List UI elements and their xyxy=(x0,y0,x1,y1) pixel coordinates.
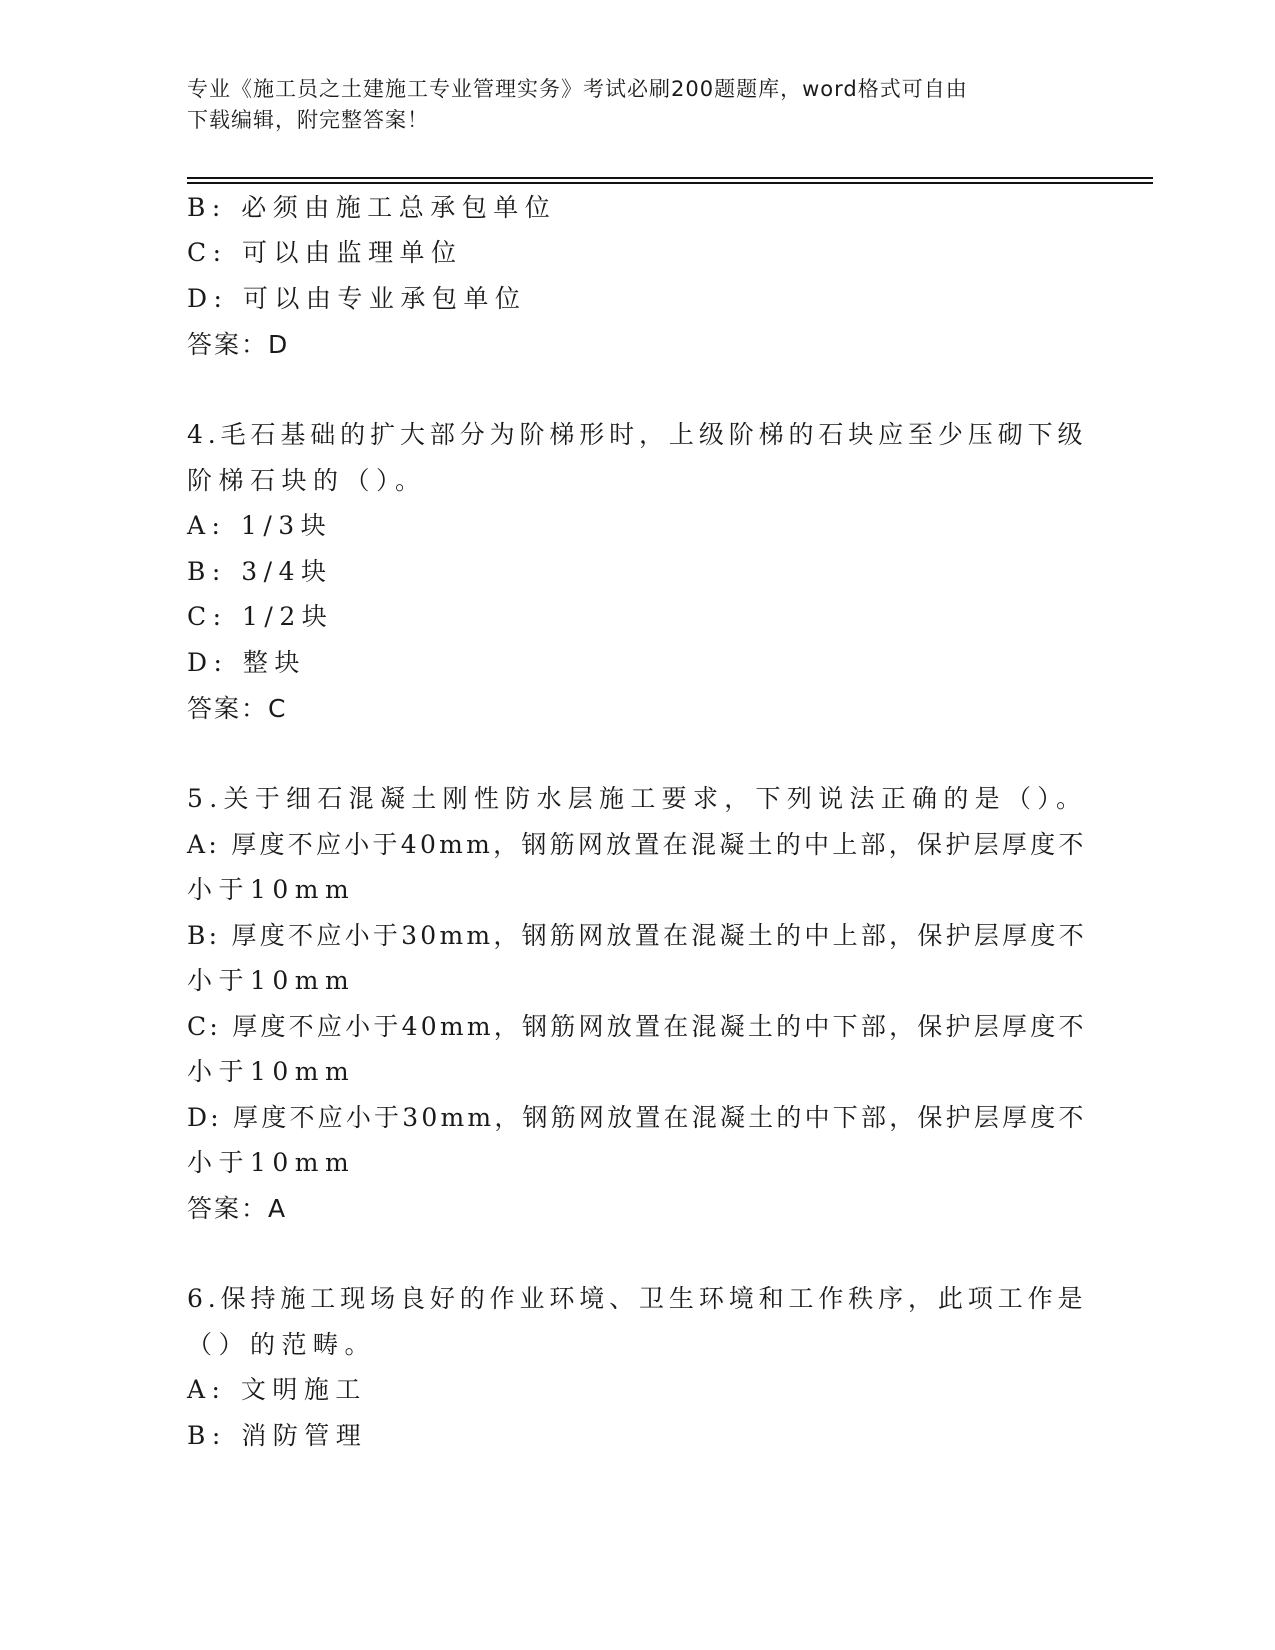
q6-stem-line-2: （）的范畴。 xyxy=(187,1330,377,1359)
q4-option-c: C: 1/2块 xyxy=(187,602,334,631)
header-title-line-2: 下载编辑，附完整答案！ xyxy=(187,108,429,132)
header-title-line-1: 专业《施工员之土建施工专业管理实务》考试必刷200题题库，word格式可自由 xyxy=(187,77,968,101)
q6-option-a: A: 文明施工 xyxy=(187,1375,367,1404)
q4-stem-line-2: 阶梯石块的（）。 xyxy=(187,466,427,495)
q3-option-b: B: 必须由施工总承包单位 xyxy=(187,193,557,222)
q5-option-a-line-1: A: 厚度不应小于40mm，钢筋网放置在混凝土的中上部，保护层厚度不 xyxy=(187,830,1087,859)
q5-option-b-line-1: B: 厚度不应小于30mm，钢筋网放置在混凝土的中上部，保护层厚度不 xyxy=(187,921,1087,950)
q3-option-d: D: 可以由专业承包单位 xyxy=(187,284,527,313)
q4-option-d: D: 整块 xyxy=(187,648,306,677)
q5-option-d-line-1: D: 厚度不应小于30mm，钢筋网放置在混凝土的中下部，保护层厚度不 xyxy=(187,1103,1087,1132)
q5-stem: 5.关于细石混凝土刚性防水层施工要求，下列说法正确的是（）。 xyxy=(187,784,1088,813)
q4-option-b: B: 3/4块 xyxy=(187,557,333,586)
q6-stem-line-1: 6.保持施工现场良好的作业环境、卫生环境和工作秩序，此项工作是 xyxy=(187,1284,1088,1313)
q6-option-b: B: 消防管理 xyxy=(187,1421,368,1450)
q5-option-c-line-1: C: 厚度不应小于40mm，钢筋网放置在混凝土的中下部，保护层厚度不 xyxy=(187,1012,1087,1041)
document-header xyxy=(187,74,1067,136)
q5-option-b-line-2: 小于10mm xyxy=(187,966,356,995)
q5-option-d-line-2: 小于10mm xyxy=(187,1148,356,1177)
header-divider-top xyxy=(187,177,1153,179)
header-divider-bottom xyxy=(187,182,1153,184)
q3-answer: 答案：D xyxy=(187,330,290,359)
q4-option-a: A: 1/3块 xyxy=(187,511,333,540)
q5-option-c-line-2: 小于10mm xyxy=(187,1057,356,1086)
q3-option-c: C: 可以由监理单位 xyxy=(187,238,463,267)
q5-option-a-line-2: 小于10mm xyxy=(187,875,356,904)
q4-answer: 答案：C xyxy=(187,694,288,723)
q5-answer: 答案：A xyxy=(187,1194,288,1223)
q4-stem-line-1: 4.毛石基础的扩大部分为阶梯形时，上级阶梯的石块应至少压砌下级 xyxy=(187,420,1088,449)
